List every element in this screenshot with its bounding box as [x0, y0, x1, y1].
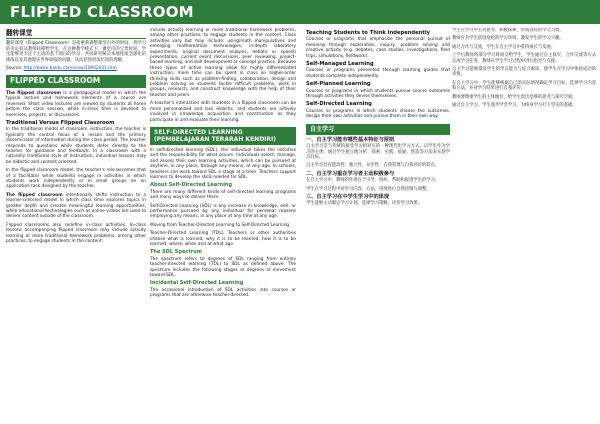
flipped-paragraph-2: Flipped classrooms also redefine in-class activities. In-class lessons accompanying flipped classroom may include activity learning or more traditional homework problems, among other practices, to engage students in the content. [6, 222, 146, 245]
traditional-paragraph-2: In the flipped classroom model, the teacher's role becomes that of a facilitator while students engage in activities in which students work independently or in small groups on an application task designed by the teacher. [6, 168, 146, 190]
cjk-paragraph-5: 学生能够主动制定学习计划，选择学习策略，评价学习效果。 [306, 201, 423, 207]
spectrum-heading: The SDL Spectrum [150, 249, 202, 256]
cjk-filler-5: 通过自主学习，学生逐步学会学习，为终身学习打下坚实的基础。 [452, 103, 577, 109]
divider [6, 38, 146, 39]
sdl-small-heading: Self-Directed Learning [306, 101, 372, 108]
flipped-rest: intentionally shifts instruction to a learner-centered model in which class time explores topics in greater depth and creates meaningful learning opportunities, while educational technologies such as online videos are used to deliver content outside of the classroom. [6, 192, 146, 220]
source-link[interactable]: http://baike.baidu.com/view/10942031.htm [23, 66, 117, 72]
managed-paragraph: Courses or programs presented through learning guides that students complete independently. [306, 68, 450, 79]
about-paragraph: There are many different kinds of self-directed learning programs and many ways to deliver them. [150, 189, 296, 201]
question-3: 三、自主学习在中学生学习中的体现 [306, 193, 390, 200]
teaching-heading: Teaching Students to Think Independently [306, 30, 430, 36]
cjk-filler-2: 自主学习能够提高学生的学习能力与综合素质，使学生在学习中体验成功的喜悦。 [452, 67, 596, 78]
about-definition-1: Self-Directed Learning (SDL) is any increase in knowledge, skill, or performance pursued by any individual for personal reasons employing any means, in any place at any time at any age. [150, 203, 296, 220]
traditional-paragraph-1: In the traditional model of classroom instruction, the teacher is typically the central focus of a lesson and the primary disseminator of information during the class period. The teacher responds to questions while students defer directly to the teacher for guidance and feedback. In a classroom with a naturally traditional style of instruction, individual lessons may be didactic and content oriented. [6, 127, 146, 165]
about-heading: About Self-Directed Learning [150, 182, 233, 189]
planned-heading: Self-Planned Learning [306, 81, 371, 88]
cjk-filler-4: 教师要尊重学生的主体地位，给学生留出足够的思考与探究空间。 [452, 94, 577, 100]
top-banner [0, 0, 600, 24]
cjk-paragraph-2: 自主学习具有能动性、独立性、异步性、自我管理与自我评价的特点。 [306, 163, 440, 169]
teaching-paragraph: Courses or programs that emphasize the personal pursuit of meaning through exploration, inquiry, problem solving and creative activity (e.g. debates, case studies, investigations, field trips, simulations, fieldwork). [306, 37, 450, 59]
column-3 [306, 28, 450, 420]
cjk-heading: 自主学习 [306, 124, 450, 135]
column-4 [452, 28, 596, 420]
sdl-paragraph: In self-directed learning (SDL), the individual takes the initiative and the responsibility for what occurs. Individuals select, manage, and assess their own learning activities, which can be pursued at anytime, in any place, through any means, at any age. In schools, teachers can work toward SDL a stage at a time. Teachers support learners to develop the skills needed for SDL. [150, 147, 296, 180]
source-line [6, 66, 146, 71]
question-1: 一、自主学习能有哪些基本特征与原则 [306, 136, 395, 143]
cjk-paragraph: 翻转课堂（Flipped Classroom）是指重新调整课堂内外的时间，将学习的决定权从教师转移给学生。在这种教学模式下，课堂内的宝贵时间，学生能够更专注于主动的基于项目的学习，共同研究解决本地化或全球化的挑战以及其他现实世界面临的问题，从而获得更深层次的理解。 [6, 41, 146, 63]
source-label: Source: [6, 66, 23, 72]
about-definition-2: Moving from Teacher-Directed Learning to Self-Directed Learning [150, 222, 290, 228]
cjk-col4-paragraph-1: 学生在学习中主动思考、积极探索，形成良好的学习习惯。 [452, 28, 564, 33]
left-section-title: 翻转课堂 [6, 29, 33, 37]
flipped-heading: FLIPPED CLASSROOM [6, 75, 146, 88]
teacher-interaction-paragraph: A teacher's interaction with students in a flipped classroom can be more personalized and less didactic, and students are actively involved in knowledge acquisition and construction as they participate in and evaluate their learning. [150, 101, 296, 123]
cjk-col4-paragraph-3: 通过合作与交流，学生在自主学习中获得成长与发展。 [452, 44, 556, 50]
managed-heading: Self-Managed Learning [306, 61, 374, 68]
sdl-heading: SELF-DIRECTED LEARNING (PEMBELAJARAN TERARAH KENDIRI) [150, 127, 296, 145]
flipped-bold: The flipped classroom [6, 192, 63, 198]
sdl-small-paragraph: Courses or programs in which students choose the outcomes, design their own activities and pursue them in their own way. [306, 108, 450, 120]
traditional-heading: Traditional Versus Flipped Classroom [6, 119, 115, 126]
cjk-filler-3: 在自主学习中，学生能够根据自己的实际情况确定学习目标，选择学习内容和方法，并对学习结果进行自我评价。 [452, 80, 596, 92]
cjk-main-paragraph-1: 自主学习是与传统的接受学习相对应的一种现代化学习方式。以学生作为学习的主体，通过学生独立地分析、探索、实践、质疑、创造等方法来实现学习目标。 [306, 144, 450, 160]
document-title: FLIPPED CLASSROOM [10, 3, 194, 21]
cjk-col4-paragraph-2: 教师应为学生创设宽松的学习环境，激发学生的学习兴趣。 [452, 36, 564, 42]
column-2 [150, 28, 296, 420]
incidental-heading: Incidental Self-Directed Learning [150, 280, 244, 287]
activities-paragraph: include activity learning or more traditional homework problems, among other practices, to engage students in the content. Class activities vary but may include: using/math manipulatives and emerging mathematical technologies, in-depth laboratory experiments, original document analysis, debate or speech presentation, current event discussions, peer reviewing, project-based learning, and skill development or concept practice. Because these types of active learning allow for highly differentiated instruction, more time can be spent in class on higher-order thinking skills such as problem-finding, collaboration, design and problem solving as students tackle difficult problems, work in groups, research, and construct knowledge with the help of their teacher and peers. [150, 28, 296, 98]
question-2: 二、自主学习重在学习者主动积极参与 [306, 170, 395, 177]
incidental-paragraph: The occasional introduction of SDL activities into courses or programs that are otherwise teacher-directed. [150, 287, 296, 299]
column-1 [6, 28, 146, 420]
intro-rest: is a pedagogical model in which the typical lecture and homework elements of a course are reversed. Short video lectures are viewed by students at home before the class session, while in-class time is devoted to exercises, projects, or discussions. [6, 90, 146, 118]
intro-paragraph [6, 91, 146, 118]
intro-bold: The flipped classroom [6, 90, 62, 96]
planned-paragraph: Courses or programs in which students pursue course outcomes through activities they devise themselves. [306, 88, 450, 100]
flipped-paragraph [6, 193, 146, 220]
cjk-paragraph-4: 学生在学习过程中对学习内容、方法、进度进行自我控制与调整。 [306, 186, 431, 192]
cjk-filler-1: 上学后教师将部分学习时间交给学生，学生通过自主探究、合作交流等方式完成学习任务，教师在学生学习过程中进行指导与点拨。 [452, 53, 596, 64]
top-banner-right [299, 0, 600, 24]
cjk-paragraph-3: 在自主学习中，教师的作用在于引导、组织、帮助和促进学生的学习。 [306, 178, 440, 184]
about-definition-3: Teacher-Directed Learning (TDL). Teachers or other authorities choose what is learned, why it is to be learned, how it is to be learned, where, when and at what age. [150, 231, 296, 247]
spectrum-paragraph: The spectrum refers to degrees of SDL ranging from entirely teacher-directed learning (TDL) to SDL as defined above. The spectrum includes the following stages or degrees of movement toward SDL. [150, 256, 296, 279]
